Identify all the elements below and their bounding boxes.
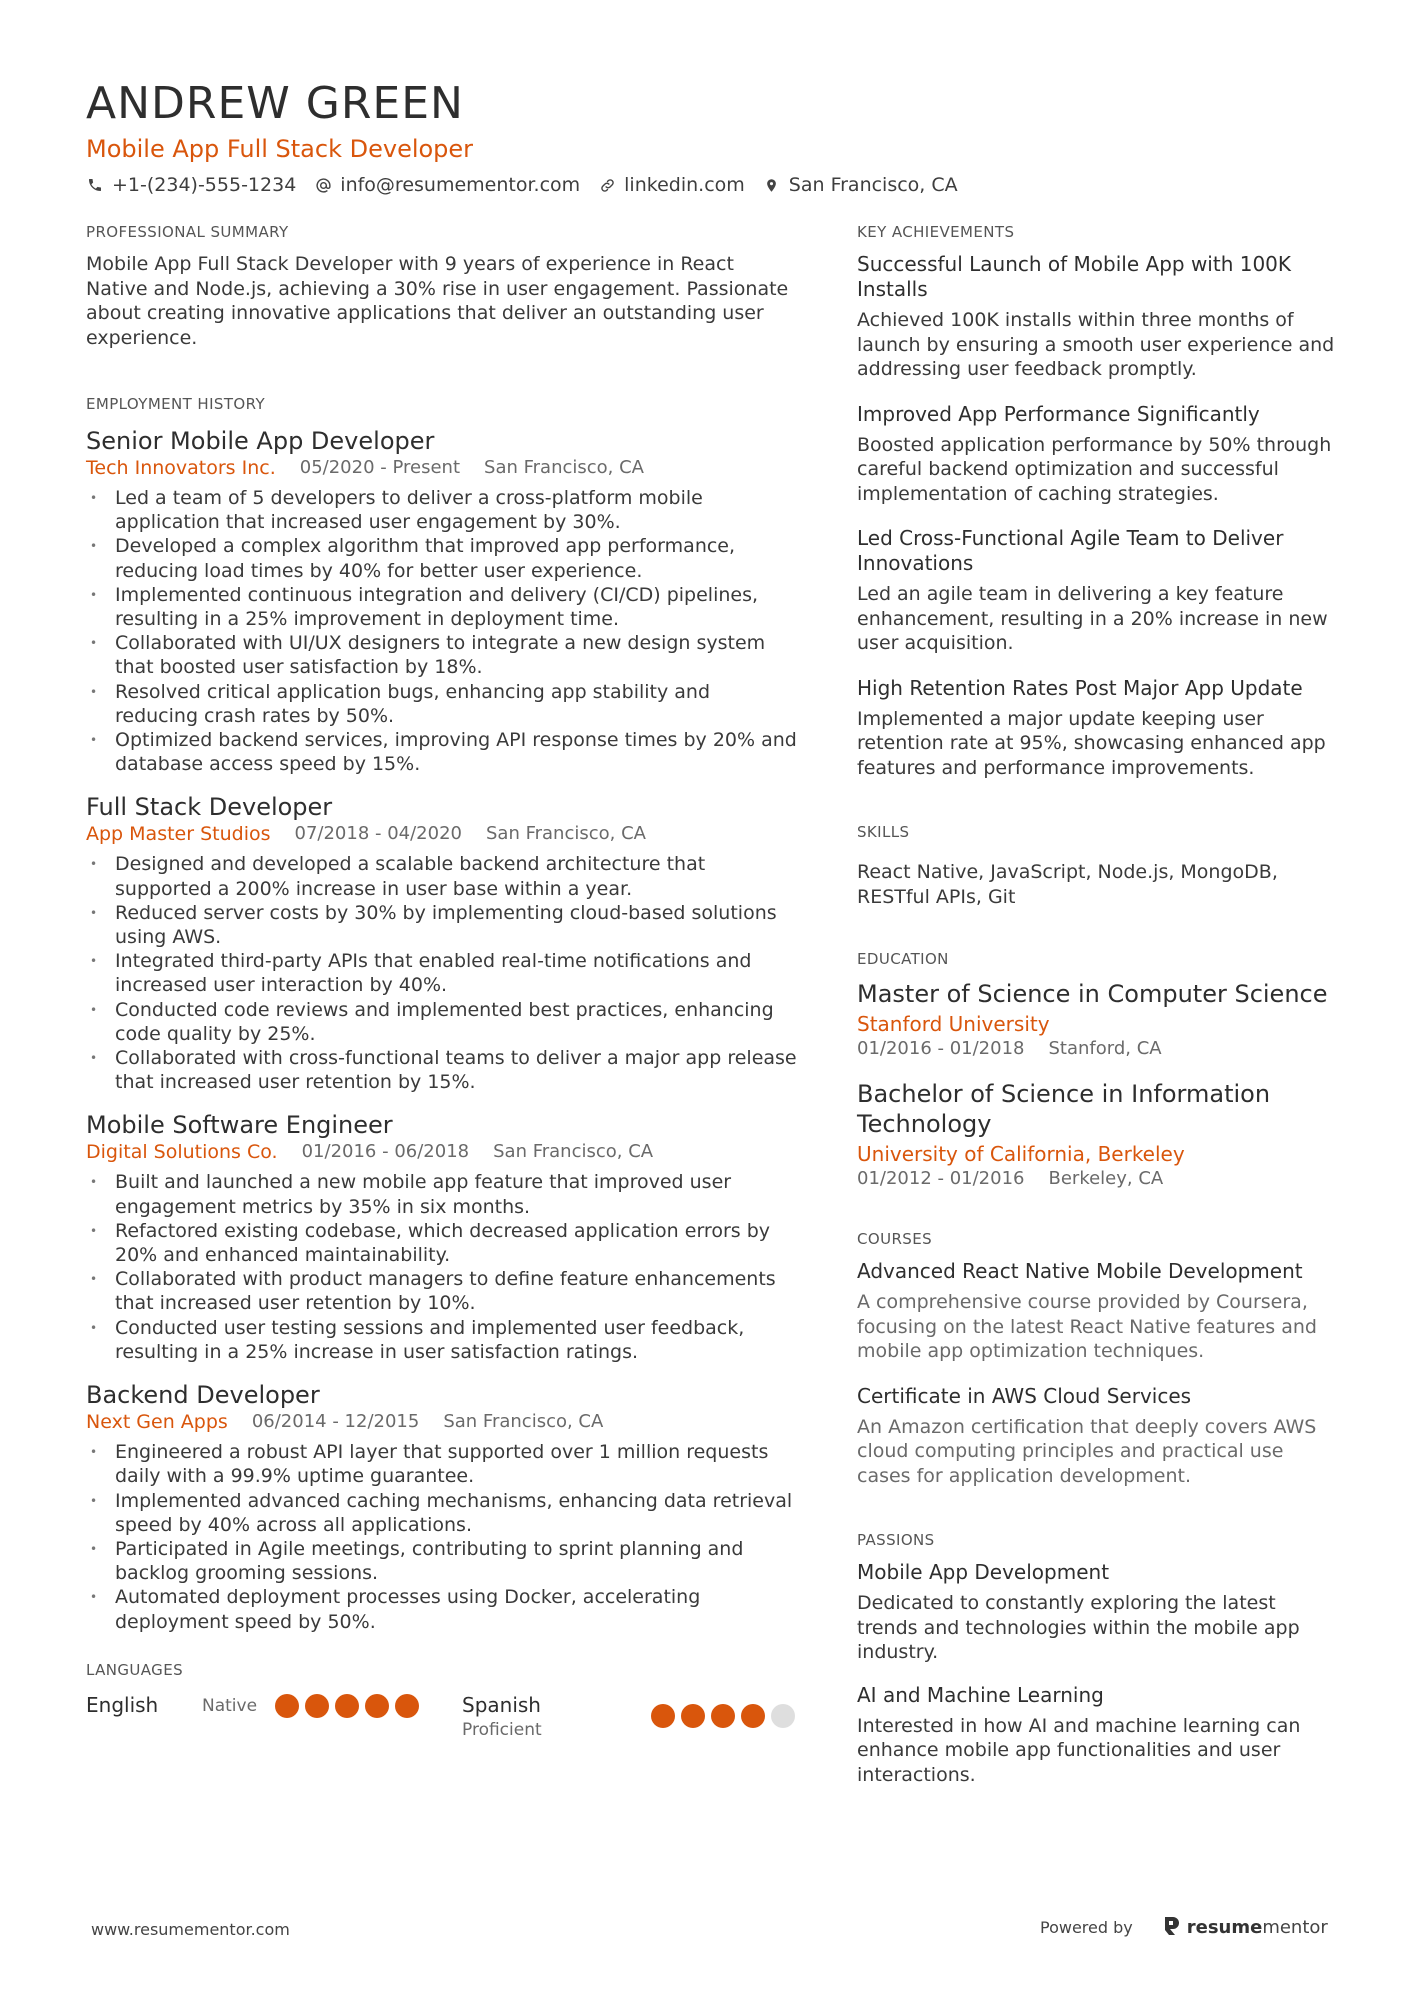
section-title-employment: EMPLOYMENT HISTORY [86,395,266,413]
candidate-name: ANDREW GREEN [86,78,464,129]
job-entry [86,792,798,1094]
section-title-achievements: KEY ACHIEVEMENTS [857,223,1015,241]
passion-item [857,1560,1335,1665]
section-title-passions: PASSIONS [857,1531,935,1549]
job-bullet: • Developed a complex algorithm that improved app performance, reducing load times by 40% for better user experience. [86,534,798,582]
job-company: App Master Studios [86,823,271,846]
brand-name-bold: resume [1186,1917,1263,1938]
education-school: Stanford University [857,1012,1050,1036]
brand-logo[interactable] [1163,1915,1328,1940]
education-meta [857,1167,1335,1191]
job-title: Full Stack Developer [86,793,333,822]
contact-list [86,172,1326,198]
job-entry [86,1110,798,1364]
candidate-role: Mobile App Full Stack Developer [86,135,474,163]
job-bullets [86,852,798,1094]
summary-text: Mobile App Full Stack Developer with 9 years of experience in React Native and Node.js, achieving a 30% rise in user engagement. Passionate about creating innovative applications that deliver an outstanding user experience. [86,253,789,349]
job-meta [86,1140,798,1164]
job-company: Next Gen Apps [86,1411,228,1434]
course-title: Advanced React Native Mobile Development [857,1259,1303,1283]
rating-dot-filled [681,1704,705,1728]
section-title-summary: PROFESSIONAL SUMMARY [86,223,289,241]
job-bullet: • Implemented continuous integration and delivery (CI/CD) pipelines, resulting in a 25% improvement in deployment time. [86,583,798,631]
at-icon [314,176,332,194]
rating-dot-empty [771,1704,795,1728]
footer-branding [1040,1915,1328,1940]
contact-linkedin-text[interactable]: linkedin.com [624,174,745,196]
job-bullet: • Refactored existing codebase, which decreased application errors by 20% and enhanced maintainability. [86,1219,798,1267]
job-dates: 01/2016 - 06/2018 [301,1141,470,1163]
resume-header [86,78,1326,198]
passion-item [857,1683,1335,1788]
contact-linkedin[interactable] [598,172,745,198]
course-desc: An Amazon certification that deeply covers AWS cloud computing principles and practical use cases for application development. [857,1415,1317,1487]
education-meta [857,1037,1335,1061]
job-company: Tech Innovators Inc. [86,457,276,479]
language-name: Spanish [462,1692,541,1717]
job-bullets [86,1440,798,1634]
job-bullets [86,1170,798,1364]
education-degree: Bachelor of Science in Information Technology [857,1080,1271,1138]
rating-dot-filled [741,1704,765,1728]
job-bullet: • Implemented advanced caching mechanisms, enhancing data retrieval speed by 40% across all applications. [86,1489,798,1537]
job-dates: 07/2018 - 04/2020 [294,823,462,845]
job-bullet: • Participated in Agile meetings, contributing to sprint planning and backlog grooming sessions. [86,1537,798,1585]
contact-location-text: San Francisco, CA [788,174,958,196]
link-icon [598,176,616,194]
passion-desc: Interested in how AI and machine learning can enhance mobile app functionalities and user interactions. [857,1714,1301,1786]
language-rating [651,1704,795,1728]
achievement-desc: Implemented a major update keeping user retention rate at 95%, showcasing enhanced app features and performance improvements. [857,707,1326,779]
achievement-item [857,676,1335,781]
course-item [857,1259,1335,1364]
section-title-courses: COURSES [857,1230,933,1248]
job-location: San Francisco, CA [484,457,644,478]
contact-email[interactable] [314,172,580,198]
job-bullet: • Engineered a robust API layer that supported over 1 million requests daily with a 99.9% uptime guarantee. [86,1440,798,1488]
phone-icon [86,176,104,194]
job-bullet: • Collaborated with product managers to define feature enhancements that increased user retention by 10%. [86,1267,798,1315]
job-bullet: • Integrated third-party APIs that enabled real-time notifications and increased user interaction by 40%. [86,949,798,997]
contact-phone-text: +1-(234)-555-1234 [112,174,297,196]
location-icon [763,176,781,194]
education-dates: 01/2016 - 01/2018 [857,1038,1025,1059]
job-meta [86,1410,798,1434]
job-bullet: • Collaborated with cross-functional teams to deliver a major app release that increased user retention by 15%. [86,1046,798,1094]
job-entry [86,426,798,776]
education-location: Berkeley, CA [1048,1168,1164,1189]
job-dates: 06/2014 - 12/2015 [251,1411,420,1433]
achievement-title: High Retention Rates Post Major App Update [857,675,1303,700]
job-bullet: • Automated deployment processes using Docker, accelerating deployment speed by 50%. [86,1585,798,1633]
achievement-item [857,252,1335,382]
job-bullet: • Resolved critical application bugs, enhancing app stability and reducing crash rates by 50%. [86,680,798,728]
rating-dot-filled [365,1694,389,1718]
job-bullet: • Optimized backend services, improving API response times by 20% and database access speed by 15%. [86,728,798,776]
rating-dot-filled [395,1694,419,1718]
achievement-title: Led Cross-Functional Agile Team to Deliver Innovations [857,526,1284,575]
job-bullet: • Collaborated with UI/UX designers to integrate a new design system that boosted user satisfaction by 18%. [86,631,798,679]
left-column [86,222,798,1742]
job-title: Mobile Software Engineer [86,1111,393,1140]
rating-dot-filled [651,1704,675,1728]
footer-website[interactable]: www.resumementor.com [91,1920,290,1939]
achievement-item [857,526,1335,656]
languages-row [86,1692,798,1742]
language-item [86,1692,462,1718]
brand-logo-icon [1163,1915,1181,1940]
language-level: Native [202,1695,258,1716]
course-title: Certificate in AWS Cloud Services [857,1383,1192,1408]
education-item [857,1079,1335,1191]
contact-location [763,172,958,198]
rating-dot-filled [711,1704,735,1728]
powered-by-label: Powered by [1040,1918,1133,1937]
education-item [857,979,1335,1061]
job-location: San Francisco, CA [486,823,646,845]
language-name: English [86,1692,159,1717]
section-title-education: EDUCATION [857,950,949,968]
education-degree: Master of Science in Computer Science [857,980,1328,1008]
achievement-title: Successful Launch of Mobile App with 100K Installs [857,252,1292,301]
brand-name-rest: mentor [1262,1917,1328,1938]
job-bullet: • Conducted code reviews and implemented best practices, enhancing code quality by 25%. [86,998,798,1046]
job-bullet: • Led a team of 5 developers to deliver a cross-platform mobile application that increased user engagement by 30%. [86,486,798,534]
language-level: Proficient [462,1719,542,1740]
job-location: San Francisco, CA [493,1141,654,1163]
section-title-languages: LANGUAGES [86,1660,184,1679]
language-item [462,1692,795,1742]
job-title: Backend Developer [86,1381,320,1410]
achievement-desc: Boosted application performance by 50% through careful backend optimization and successful implementation of caching strategies. [857,433,1332,505]
rating-dot-filled [335,1694,359,1718]
achievement-desc: Led an agile team in delivering a key feature enhancement, resulting in a 20% increase in new user acquisition. [857,583,1328,654]
passion-title: AI and Machine Learning [857,1682,1104,1707]
right-column [857,222,1335,1805]
achievement-item [857,402,1335,507]
rating-dot-filled [305,1694,329,1718]
language-rating [275,1694,419,1718]
job-bullet: • Conducted user testing sessions and implemented user feedback, resulting in a 25% increase in user satisfaction ratings. [86,1316,798,1364]
job-dates: 05/2020 - Present [299,457,461,478]
job-location: San Francisco, CA [443,1411,604,1433]
job-entry [86,1380,798,1634]
education-dates: 01/2012 - 01/2016 [857,1168,1025,1189]
education-location: Stanford, CA [1048,1038,1162,1059]
course-desc: A comprehensive course provided by Coursera, focusing on the latest React Native features and mobile app optimization techniques. [857,1291,1317,1362]
job-bullet: • Designed and developed a scalable backend architecture that supported a 200% increase in user base within a year. [86,852,798,900]
education-school: University of California, Berkeley [857,1142,1185,1166]
contact-email-text[interactable]: info@resumementor.com [340,174,581,196]
passion-title: Mobile App Development [857,1560,1110,1584]
job-meta [86,456,798,480]
passion-desc: Dedicated to constantly exploring the latest trends and technologies within the mobile app industry. [857,1592,1300,1663]
skills-text: React Native, JavaScript, Node.js, MongoDB, RESTful APIs, Git [857,861,1278,908]
achievement-desc: Achieved 100K installs within three months of launch by ensuring a smooth user experience and addressing user feedback promptly. [857,309,1335,380]
job-bullet: • Built and launched a new mobile app feature that improved user engagement metrics by 35% in six months. [86,1170,798,1218]
contact-phone [86,172,296,198]
course-item [857,1384,1335,1489]
section-title-skills: SKILLS [857,823,910,841]
job-title: Senior Mobile App Developer [86,427,435,455]
languages-section [86,1660,798,1742]
job-bullet: • Reduced server costs by 30% by implementing cloud-based solutions using AWS. [86,901,798,949]
achievement-title: Improved App Performance Significantly [857,401,1260,426]
rating-dot-filled [275,1694,299,1718]
job-bullets [86,486,798,776]
job-company: Digital Solutions Co. [86,1141,278,1164]
job-meta [86,822,798,846]
